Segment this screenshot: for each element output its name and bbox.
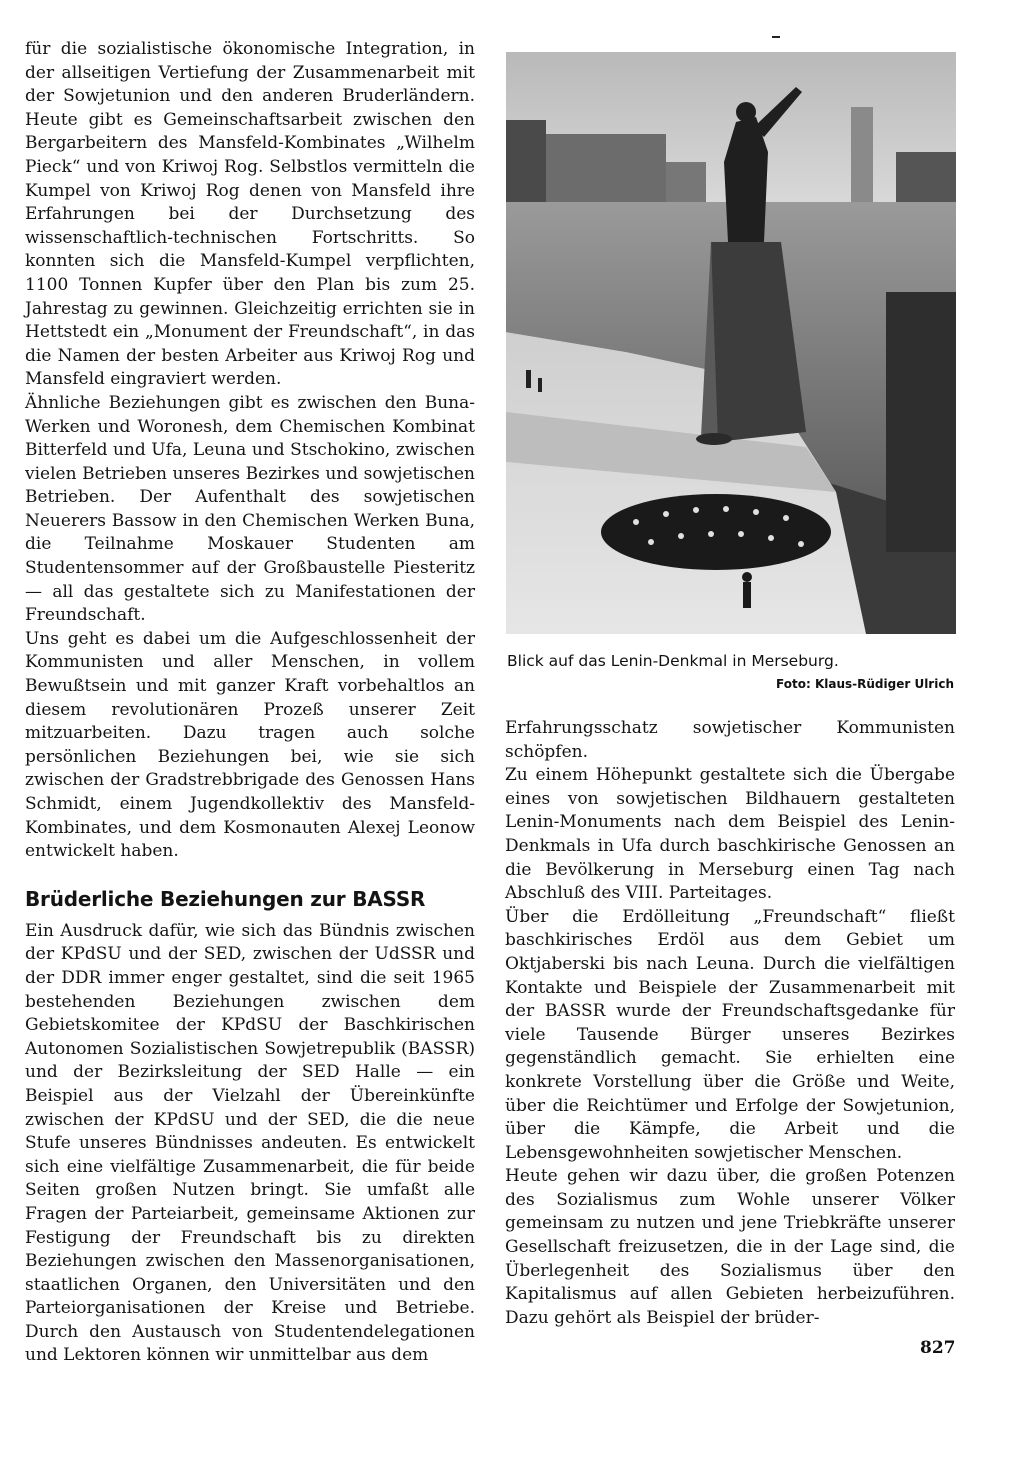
paragraph: Erfahrungsschatz sowjetischer Kommunisten schöpfen. [505, 718, 955, 762]
paragraph: Heute gehen wir dazu über, die großen Potenzen des Sozialismus zum Wohle unserer Völker gemeinsam zu nutzen und jene Triebkräfte unserer Gesellschaft freizusetzen, die in der Lage sind, die Überlegenheit des Sozialismus über den Kapitalismus auf allen Gebieten herbeizuführen. Dazu gehört als Beispiel der brüder- [505, 1166, 955, 1328]
left-column [25, 38, 475, 1368]
lenin-monument-photo [506, 52, 956, 634]
paragraph: Zu einem Höhepunkt gestaltete sich die Übergabe eines von sowjetischen Bildhauern gestalteten Lenin-Monuments nach dem Beispiel des Lenin-Denkmals in Ufa durch baschkirische Genossen an die Bevölkerung in Merseburg einen Tag nach Abschluß des VIII. Parteitages. [505, 765, 955, 904]
paragraph: für die sozialistische ökonomische Integration, in der allseitigen Vertiefung der Zusammenarbeit mit der Sowjetunion und den anderen Bruderländern. Heute gibt es Gemeinschaftsarbeit zwischen den Bergarbeitern des Mansfeld-Kombinates „Wilhelm Pieck“ und von Kriwoj Rog. Selbstlos vermitteln die Kumpel von Kriwoj Rog denen von Mansfeld ihre Erfahrungen bei der Durchsetzung des wissenschaftlich-technischen Fortschritts. So konnten sich die Mansfeld-Kumpel verpflichten, 1100 Tonnen Kupfer über den Plan bis zum 25. Jahrestag zu gewinnen. Gleichzeitig errichten sie in Hettstedt ein „Monument der Freundschaft“, in das die Namen der besten Arbeiter aus Kriwoj Rog und Mansfeld eingraviert werden. [25, 39, 475, 390]
paragraph: Ein Ausdruck dafür, wie sich das Bündnis zwischen der KPdSU und der SED, zwischen der UdSSR und der DDR immer enger gestaltet, sind die seit 1965 bestehenden Beziehungen zwischen dem Gebietskomitee der KPdSU der Baschkirischen Autonomen Sozialistischen Sowjetrepublik (BASSR) und der Bezirksleitung der SED Halle — ein Beispiel aus der Vielzahl der Übereinkünfte zwischen der KPdSU und der SED, die die neue Stufe unseres Bündnisses andeuten. Es entwickelt sich eine vielfältige Zusammenarbeit, die für beide Seiten großen Nutzen bringt. Sie umfaßt alle Fragen der Parteiarbeit, gemeinsame Aktionen zur Festigung der Freundschaft bis zu direkten Beziehungen zwischen den Massenorganisationen, staatlichen Organen, den Universitäten und den Parteiorganisationen der Kreise und Betriebe. Durch den Austausch von Studentendelegationen und Lektoren können wir unmittelbar aus dem [25, 920, 475, 1366]
paragraph: Ähnliche Beziehungen gibt es zwischen den Buna-Werken und Woronesh, dem Chemischen Kombinat Bitterfeld und Ufa, Leuna und Stschokino, zwischen vielen Betrieben unseres Bezirkes und sowjetischen Betrieben. Der Aufenthalt des sowjetischen Neuerers Bassow in den Chemischen Werken Buna, die Teilnahme Moskauer Studenten am Studentensommer auf der Großbaustelle Piesteritz — all das gestaltete sich zu Manifestationen der Freundschaft. [25, 392, 475, 626]
print-mark [772, 36, 780, 38]
photo-credit: Foto: Klaus-Rüdiger Ulrich [776, 677, 954, 691]
right-column [505, 717, 955, 1330]
photo-caption: Blick auf das Lenin-Denkmal in Merseburg. [507, 652, 839, 670]
photo-illustration [506, 52, 956, 634]
section-heading: Brüderliche Beziehungen zur BASSR [25, 886, 426, 911]
paragraph: Über die Erdölleitung „Freundschaft“ fließt baschkirisches Erdöl aus dem Gebiet um Oktjaberski bis nach Leuna. Durch die vielfältigen Kontakte und Beispiele der Zusammenarbeit mit der BASSR wurde der Freundschaftsgedanke für viele Tausende Bürger unseres Bezirkes gegenständlich gemacht. Sie erhielten eine konkrete Vorstellung über die Größe und Weite, über die Reichtümer und Erfolge der Sowjetunion, über die Kämpfe, die Arbeit und die Lebensgewohnheiten sowjetischer Menschen. [505, 906, 955, 1163]
paragraph: Uns geht es dabei um die Aufgeschlossenheit der Kommunisten und aller Menschen, in vollem Bewußtsein und mit ganzer Kraft vorbehaltlos an diesem revolutionären Prozeß unserer Zeit mitzuarbeiten. Dazu tragen auch solche persönlichen Beziehungen bei, wie sie sich zwischen der Gradstrebbrigade des Genossen Hans Schmidt, einem Jugendkollektiv des Mansfeld-Kombinates, und dem Kosmonauten Alexej Leonow entwickelt haben. [25, 628, 475, 862]
page-number: 827 [920, 1338, 956, 1358]
